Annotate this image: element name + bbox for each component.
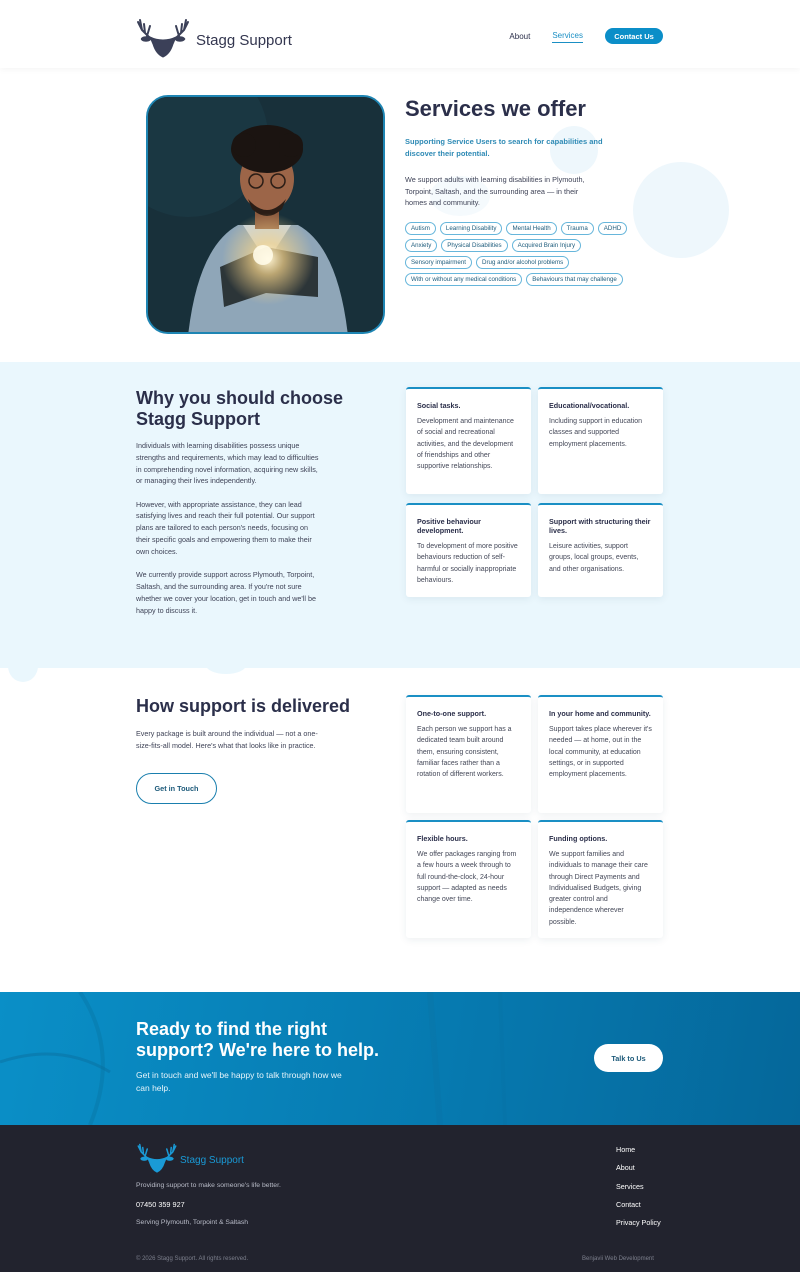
page-title: Services we offer	[405, 96, 586, 121]
get-in-touch-button[interactable]: Get in Touch	[136, 773, 217, 804]
hero-description: We support adults with learning disabilities in Plymouth, Torpoint, Saltash, and the surrounding area — in their homes and community.	[405, 175, 585, 207]
card-title: Educational/vocational.	[549, 401, 630, 410]
card-title: Positive behaviour development.	[417, 517, 481, 535]
footer-phone[interactable]: 07450 359 927	[136, 1200, 185, 1209]
tag-acquired-brain-injury: Acquired Brain Injury	[512, 239, 581, 252]
card-text: Each person we support has a dedicated team built around them, ensuring consistent, familiar faces rather than a rotation of different workers.	[417, 726, 512, 779]
cta-background-pattern	[0, 992, 800, 1125]
card-text: Leisure activities, support groups, local groups, events, and other organisations.	[549, 543, 639, 573]
footer-links	[616, 1145, 661, 1236]
decorative-circle	[206, 656, 246, 674]
cta-title: Ready to find the right support? We're here to help.	[136, 1019, 379, 1060]
footer-link-about[interactable]: About	[616, 1163, 635, 1173]
tag-row	[405, 222, 665, 235]
card-text: Development and maintenance of social and recreational activities, and the development of friendships and other supportive relationships.	[417, 418, 514, 471]
decorative-circle	[8, 650, 38, 682]
footer-tagline: Providing support to make someone's life better.	[136, 1182, 281, 1189]
tag-row	[405, 256, 665, 269]
card-title: One-to-one support.	[417, 709, 487, 718]
tag-adhd: ADHD	[598, 222, 628, 235]
nav-services[interactable]: Services	[552, 31, 583, 43]
card-title: Support with structuring their lives.	[549, 517, 651, 535]
footer-link-contact[interactable]: Contact	[616, 1199, 641, 1209]
feature-card	[406, 387, 531, 494]
how-title: How support is delivered	[136, 696, 351, 716]
brand-name: Stagg Support	[196, 31, 292, 49]
why-paragraph: We currently provide support across Plymouth, Torpoint, Saltash, and the surrounding area. If you're not sure whether we cover your location, get in touch and we'll be happy to discuss it.	[136, 570, 316, 615]
why-paragraph: However, with appropriate assistance, they can lead satisfying lives and reach their full potential. Our support plans are tailored to each person's needs, focusing on their specific goals and empowering them to make their own choices.	[136, 499, 315, 556]
footer-copyright: © 2026 Stagg Support. All rights reserved.	[136, 1256, 249, 1262]
talk-to-us-button[interactable]: Talk to Us	[594, 1044, 663, 1072]
tag-physical-disabilities: Physical Disabilities	[441, 239, 507, 252]
card-text: To development of more positive behaviours reduction of self-harmful or socially inappropriate behaviours.	[417, 543, 518, 584]
service-tags	[405, 222, 665, 290]
brand-logo[interactable]	[136, 18, 292, 58]
tag-drug-alcohol: Drug and/or alcohol problems	[476, 256, 569, 269]
footer-service-area: Serving Plymouth, Torpoint & Saltash	[136, 1219, 249, 1226]
cta-text: Get in touch and we'll be happy to talk through how we can help.	[136, 1070, 342, 1093]
why-section-background	[0, 362, 800, 668]
tag-row	[405, 239, 665, 252]
card-text: We offer packages ranging from a few hours a week through to full round-the-clock, 24-hour support — adapted as needs change over time.	[417, 851, 517, 904]
feature-card	[538, 503, 663, 597]
how-text: Every package is built around the individual — not a one-size-fits-all model. Here's what that looks like in practice.	[136, 729, 318, 750]
tag-anxiety: Anxiety	[405, 239, 437, 252]
footer-link-privacy[interactable]: Privacy Policy	[616, 1218, 661, 1228]
card-text: We support families and individuals to manage their care through Direct Payments and Individualised Budgets, giving greater control and independence wherever possible.	[549, 851, 648, 926]
site-footer	[0, 1125, 800, 1272]
feature-card	[538, 387, 663, 494]
card-text: Support takes place wherever it's needed — at home, out in the local community, at education settings, or in supported employment placements.	[549, 726, 652, 779]
card-title: Social tasks.	[417, 401, 461, 410]
tag-learning-disability: Learning Disability	[440, 222, 503, 235]
main-nav	[509, 30, 663, 44]
stag-head-icon	[136, 1143, 178, 1173]
tag-trauma: Trauma	[561, 222, 594, 235]
tag-medical-conditions: With or without any medical conditions	[405, 273, 522, 286]
tag-challenging-behaviours: Behaviours that may challenge	[526, 273, 623, 286]
site-header	[0, 0, 800, 68]
person-reading-illustration	[148, 97, 385, 334]
feature-card	[538, 820, 663, 938]
feature-card	[406, 820, 531, 938]
contact-us-button[interactable]: Contact Us	[605, 28, 663, 44]
tag-autism: Autism	[405, 222, 436, 235]
why-paragraph: Individuals with learning disabilities possess unique strengths and requirements, which may lead to difficulties in comprehending novel information, acquiring new skills, or managing their lives independently.	[136, 441, 319, 486]
footer-brand-name: Stagg Support	[180, 1154, 244, 1166]
footer-logo[interactable]	[136, 1143, 244, 1173]
hero-subtitle: Supporting Service Users to search for capabilities and discover their potential.	[405, 137, 603, 158]
card-text: Including support in education classes and supported employment placements.	[549, 418, 643, 448]
feature-card	[538, 695, 663, 813]
footer-developer-credit[interactable]: Benjavii Web Development	[582, 1256, 654, 1262]
cta-banner	[0, 992, 800, 1125]
tag-sensory-impairment: Sensory impairment	[405, 256, 472, 269]
card-title: Funding options.	[549, 834, 608, 843]
footer-link-home[interactable]: Home	[616, 1145, 636, 1154]
nav-about[interactable]: About	[509, 31, 531, 41]
hero-image	[146, 95, 385, 334]
why-title: Why you should choose Stagg Support	[136, 388, 344, 429]
stag-head-icon	[136, 18, 190, 58]
footer-link-services[interactable]: Services	[616, 1181, 644, 1191]
feature-card	[406, 695, 531, 813]
card-title: In your home and community.	[549, 709, 651, 718]
card-title: Flexible hours.	[417, 834, 468, 843]
tag-mental-health: Mental Health	[506, 222, 556, 235]
feature-card	[406, 503, 531, 597]
tag-row	[405, 273, 665, 286]
why-text	[136, 440, 321, 628]
